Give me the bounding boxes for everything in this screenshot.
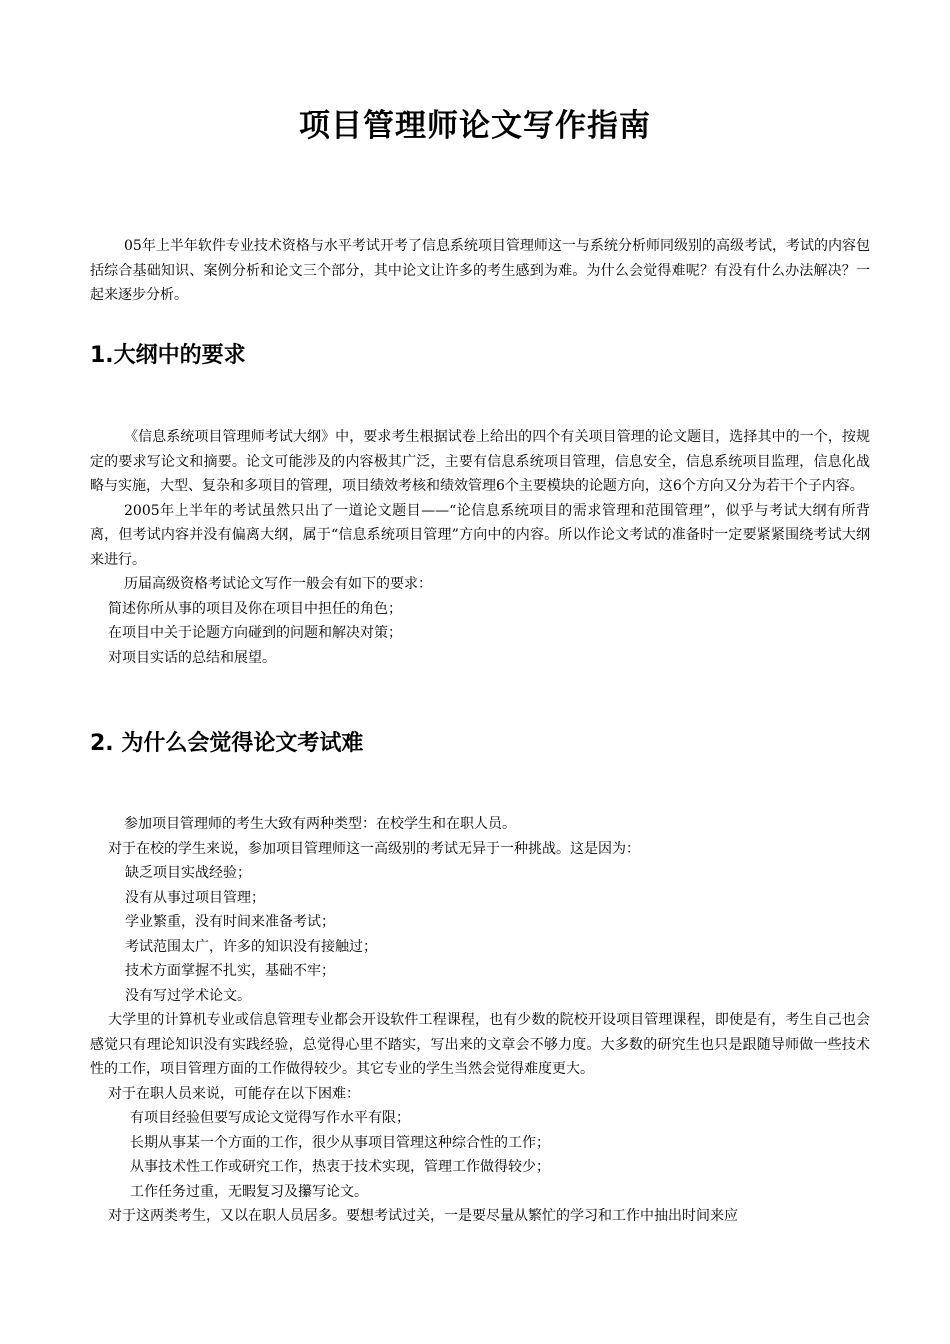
intro-paragraph: 05年上半年软件专业技术资格与水平考试开考了信息系统项目管理师这一与系统分析师同级别的高级考试，考试的内容包括综合基础知识、案例分析和论文三个部分，其中论文让许多的考生感到为难。为什么会觉得难呢？有没有什么办法解决？一起来逐步分析。: [90, 238, 870, 303]
section-1-heading: 1.大纲中的要求: [90, 343, 246, 368]
section-1-paragraph: 历届高级资格考试论文写作一般会有如下的要求：: [124, 576, 432, 592]
requirement-item: 对项目实话的总结和展望。: [108, 649, 276, 666]
section-1-paragraph: 2005年上半年的考试虽然只出了一道论文题目——“论信息系统项目的需求管理和范围管理”，似乎与考试大纲有所背离，但考试内容并没有偏离大纲，属于“信息系统项目管理”方向中的内容。所以作论文考试的准备时一定要紧紧围绕考试大纲来进行。: [90, 502, 870, 568]
section-2-paragraph: 对于这两类考生，又以在职人员居多。要想考试过关，一是要尽量从繁忙的学习和工作中抽出时间来应: [108, 1208, 738, 1224]
student-reason-item: 考试范围太广，许多的知识没有接触过；: [125, 938, 377, 955]
worker-difficulty-item: 有项目经验但要写成论文觉得写作水平有限；: [130, 1110, 410, 1126]
student-reason-item: 技术方面掌握不扎实，基础不牢；: [125, 963, 335, 979]
intro-block: [90, 234, 870, 308]
student-reason-item: 没有从事过项目管理；: [125, 889, 265, 906]
section-2-heading: 2. 为什么会觉得论文考试难: [90, 731, 364, 756]
section-2-paragraph: 参加项目管理师的考生大致有两种类型：在校学生和在职人员。: [124, 816, 516, 832]
section-2-paragraph: 对于在校的学生来说，参加项目管理师这一高级别的考试无异于一种挑战。这是因为：: [108, 840, 640, 857]
student-reason-item: 没有写过学术论文。: [125, 987, 251, 1004]
requirement-item: 简述你所从事的项目及你在项目中担任的角色；: [108, 600, 402, 617]
section-2-body: [90, 812, 870, 1229]
document-title: 项目管理师论文写作指南: [299, 108, 651, 144]
section-1-paragraph: 《信息系统项目管理师考试大纲》中，要求考生根据试卷上给出的四个有关项目管理的论文题目，选择其中的一个，按规定的要求写论文和摘要。论文可能涉及的内容极其广泛，主要有信息系统项目管理，信息安全，信息系统项目监理，信息化战略与实施，大型、复杂和多项目的管理，项目绩效考核和绩效管理6个主要模块的论题方向，这6个方向又分为若干个子内容。: [90, 429, 870, 494]
requirement-item: 在项目中关于论题方向碰到的问题和解决对策；: [108, 625, 402, 641]
section-2-paragraph: 对于在职人员来说，可能存在以下困难：: [108, 1085, 360, 1102]
section-1-body: [90, 425, 870, 670]
student-reason-item: 学业繁重，没有时间来准备考试；: [125, 914, 335, 930]
worker-difficulty-item: 从事技术性工作或研究工作，热衷于技术实现，管理工作做得较少；: [130, 1159, 550, 1175]
student-reason-item: 缺乏项目实战经验；: [125, 865, 251, 881]
section-2-paragraph: 大学里的计算机专业或信息管理专业都会开设软件工程课程，也有少数的院校开设项目管理课程，即使是有，考生自己也会感觉只有理论知识没有实践经验，总觉得心里不踏实，写出来的文章会不够力度。大多数的研究生也只是跟随导师做一些技术性的工作，项目管理方面的工作做得较少。其它专业的学生当然会觉得难度更大。: [90, 1012, 870, 1077]
worker-difficulty-item: 长期从事某一个方面的工作，很少从事项目管理这种综合性的工作；: [130, 1134, 550, 1151]
worker-difficulty-item: 工作任务过重，无暇复习及攥写论文。: [130, 1183, 368, 1200]
